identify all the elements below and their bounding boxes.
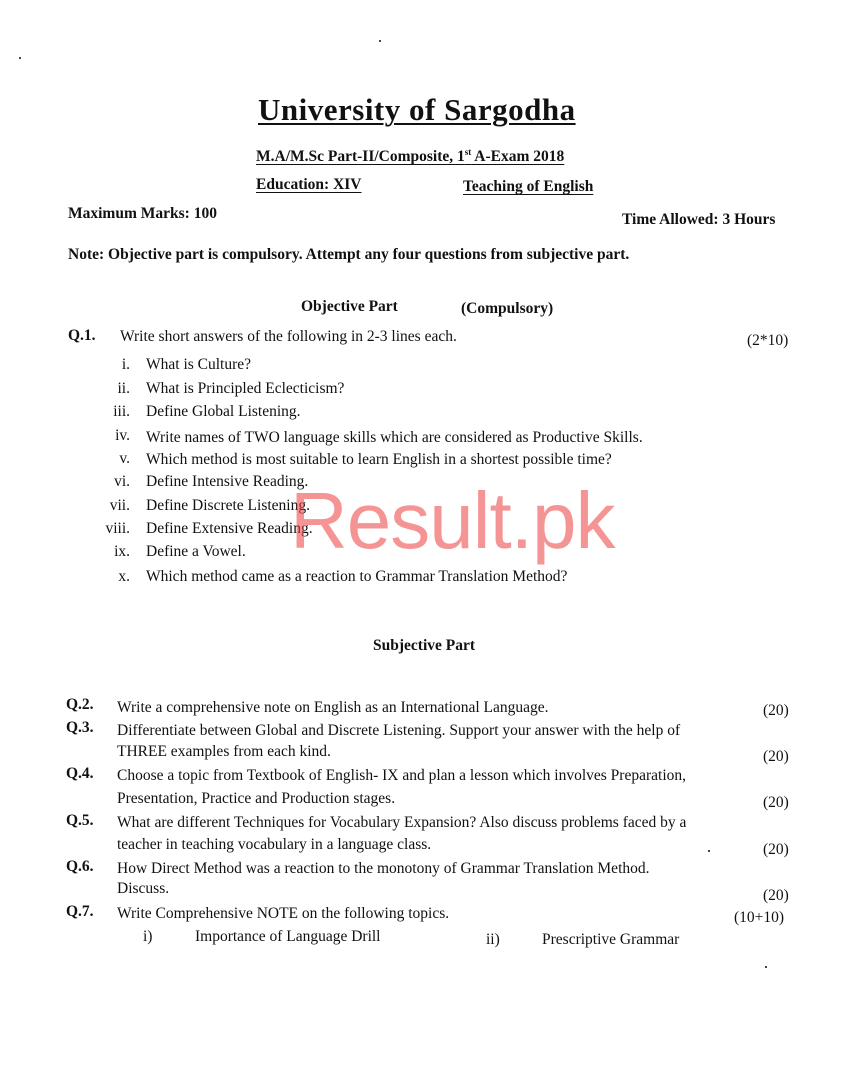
item-number: vi. xyxy=(114,473,130,490)
q2-number: Q.2. xyxy=(66,696,94,713)
q6-marks: (20) xyxy=(763,887,789,904)
objective-heading: Objective Part xyxy=(301,298,398,315)
watermark: Result.pk xyxy=(290,476,615,565)
item-number: vii. xyxy=(109,497,130,514)
scan-speck xyxy=(379,40,381,42)
time-allowed: Time Allowed: 3 Hours xyxy=(622,211,776,228)
item-number: i. xyxy=(121,356,130,373)
q1-number: Q.1. xyxy=(68,327,96,344)
q7-marks: (10+10) xyxy=(734,909,785,926)
q4-marks: (20) xyxy=(763,794,789,811)
item-number: viii. xyxy=(105,520,130,537)
exam-title-prefix: M.A/M.Sc Part-II/Composite, 1 xyxy=(256,148,465,166)
q5-text-line-1: What are different Techniques for Vocabulary Expansion? Also discuss problems faced by a xyxy=(117,814,687,831)
q5-number: Q.5. xyxy=(66,812,94,829)
item-number: x. xyxy=(118,568,130,585)
q3-marks: (20) xyxy=(763,748,789,765)
item-number: iii. xyxy=(113,403,130,420)
instructions-note: Note: Objective part is compulsory. Attempt any four questions from subjective part. xyxy=(68,246,630,263)
q7-topic-2: Prescriptive Grammar xyxy=(542,931,680,948)
item-number: ix. xyxy=(114,543,130,560)
q7-topic-1: Importance of Language Drill xyxy=(195,928,381,945)
q6-text-line-2: Discuss. xyxy=(117,880,170,897)
subjective-heading: Subjective Part xyxy=(373,637,476,654)
q3-text-line-1: Differentiate between Global and Discrete Listening. Support your answer with the help of xyxy=(117,722,681,739)
list-item: Define Extensive Reading. xyxy=(146,520,313,537)
exam-title xyxy=(256,147,564,166)
list-item: Write names of TWO language skills which are considered as Productive Skills. xyxy=(146,429,643,446)
list-item: Define Intensive Reading. xyxy=(146,473,309,490)
q6-number: Q.6. xyxy=(66,858,94,875)
objective-compulsory-tag: (Compulsory) xyxy=(461,300,554,317)
scan-speck xyxy=(19,57,21,59)
q4-text-line-2: Presentation, Practice and Production stages. xyxy=(117,790,396,807)
scan-speck xyxy=(708,850,710,852)
q2-text: Write a comprehensive note on English as an International Language. xyxy=(117,699,549,716)
item-number: ii. xyxy=(117,380,130,397)
list-item: Which method came as a reaction to Grammar Translation Method? xyxy=(146,568,568,585)
q7-text: Write Comprehensive NOTE on the following topics. xyxy=(117,905,450,922)
q1-text: Write short answers of the following in 2-3 lines each. xyxy=(120,328,457,345)
q1-marks: (2*10) xyxy=(747,332,789,349)
list-item: Define Discrete Listening. xyxy=(146,497,310,514)
q3-text-line-2: THREE examples from each kind. xyxy=(117,743,331,760)
exam-title-superscript: st xyxy=(464,147,472,157)
q5-marks: (20) xyxy=(763,841,789,858)
q4-number: Q.4. xyxy=(66,765,94,782)
list-item: Which method is most suitable to learn English in a shortest possible time? xyxy=(146,451,612,468)
paper-code: Education: XIV xyxy=(256,176,362,193)
list-item: What is Principled Eclecticism? xyxy=(146,380,345,397)
list-item: What is Culture? xyxy=(146,356,252,373)
list-item: Define a Vowel. xyxy=(146,543,246,560)
q5-text-line-2: teacher in teaching vocabulary in a language class. xyxy=(117,836,432,853)
q6-text-line-1: How Direct Method was a reaction to the monotony of Grammar Translation Method. xyxy=(117,860,650,877)
item-number: iv. xyxy=(115,427,130,444)
q3-number: Q.3. xyxy=(66,719,94,736)
university-title: University of Sargodha xyxy=(258,92,576,127)
q2-marks: (20) xyxy=(763,702,789,719)
subject-name: Teaching of English xyxy=(463,178,594,195)
list-item: Define Global Listening. xyxy=(146,403,301,420)
q7-topic-2-number: ii) xyxy=(486,931,500,948)
max-marks: Maximum Marks: 100 xyxy=(68,205,217,222)
scan-speck xyxy=(765,966,767,968)
q4-text-line-1: Choose a topic from Textbook of English- IX and plan a lesson which involves Preparation, xyxy=(117,767,687,784)
q7-number: Q.7. xyxy=(66,903,94,920)
exam-title-suffix: A-Exam 2018 xyxy=(471,148,565,166)
item-number: v. xyxy=(119,450,130,467)
q7-topic-1-number: i) xyxy=(143,928,153,945)
